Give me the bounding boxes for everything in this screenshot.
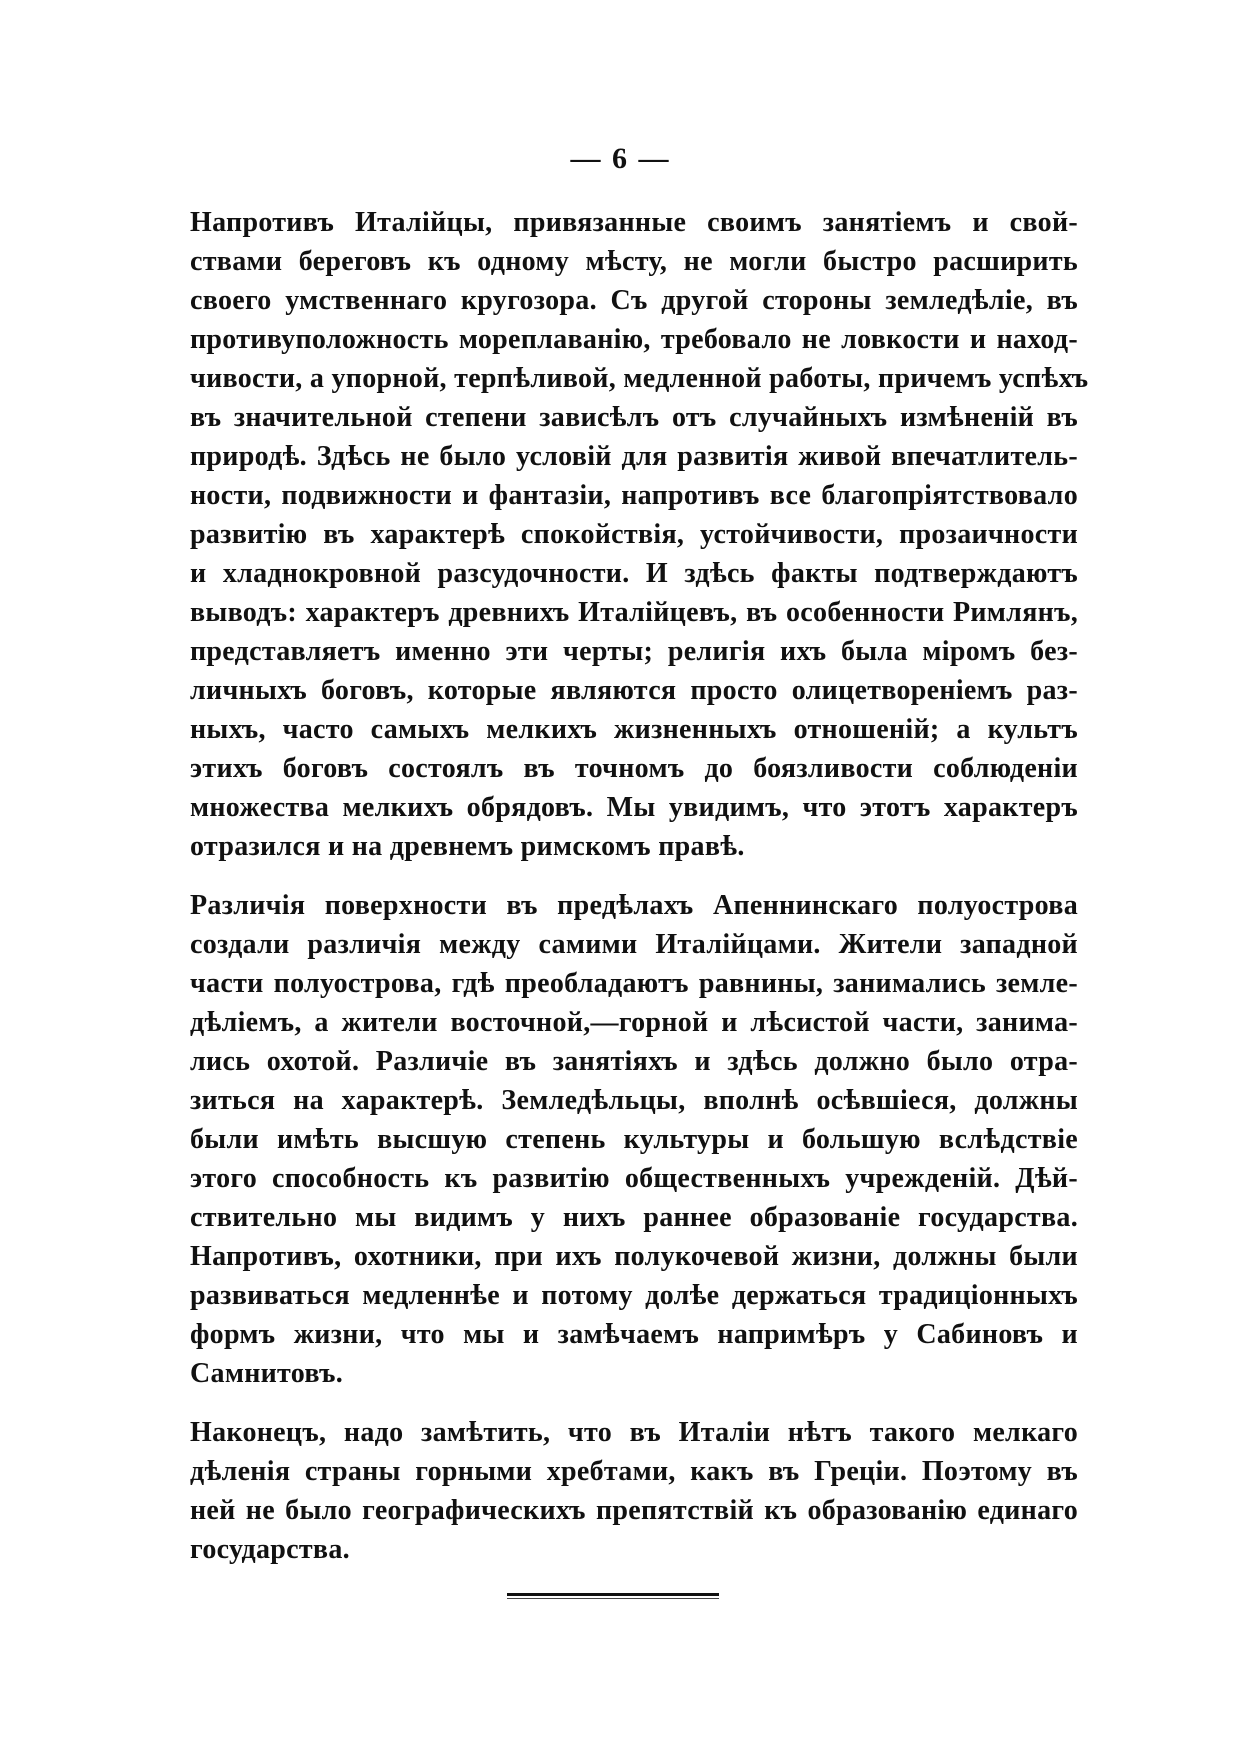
paragraph-3 [190, 1413, 1078, 1569]
text-line: этого способность къ развитію общественныхъ учрежденій. Дѣй- [190, 1163, 1078, 1194]
text-line: представляетъ именно эти черты; религія ихъ была міромъ без- [190, 636, 1078, 667]
paragraph-1 [190, 203, 1089, 866]
text-line: зиться на характерѣ. Земледѣльцы, вполнѣ осѣвшіеся, должны [190, 1085, 1078, 1116]
text-line: были имѣть высшую степень культуры и большую вслѣдствіе [190, 1124, 1078, 1155]
end-rule [507, 1593, 719, 1596]
text-line: ныхъ, часто самыхъ мелкихъ жизненныхъ отношеній; а культъ [190, 714, 1078, 745]
text-line: ствительно мы видимъ у нихъ раннее образованіе государства. [190, 1202, 1078, 1233]
text-line: и хладнокровной разсудочности. И здѣсь факты подтверждаютъ [190, 558, 1078, 589]
text-line: Напротивъ, охотники, при ихъ полукочевой жизни, должны были [190, 1241, 1078, 1272]
text-line: формъ жизни, что мы и замѣчаемъ напримѣръ у Сабиновъ и [190, 1319, 1078, 1350]
text-line: природѣ. Здѣсь не было условій для развитія живой впечатлитель- [190, 441, 1078, 472]
text-line: создали различія между самими Италійцами. Жители западной [190, 929, 1078, 960]
text-line: государства. [190, 1534, 350, 1565]
text-line: чивости, а упорной, терпѣливой, медленной работы, причемъ успѣхъ [190, 363, 1089, 394]
text-line: личныхъ боговъ, которые являются просто олицетвореніемъ раз- [190, 675, 1078, 706]
text-line: ней не было географическихъ препятствій къ образованію единаго [190, 1495, 1078, 1526]
text-line: выводъ: характеръ древнихъ Италійцевъ, въ особенности Римлянъ, [190, 597, 1078, 628]
page-number: — 6 — [570, 142, 671, 175]
paragraph-2 [190, 886, 1078, 1393]
text-line: части полуострова, гдѣ преобладаютъ равнины, занимались земле- [190, 968, 1078, 999]
text-line: этихъ боговъ состоялъ въ точномъ до боязливости соблюденіи [190, 753, 1078, 784]
text-line: отразился и на древнемъ римскомъ правѣ. [190, 831, 745, 862]
text-line: Самнитовъ. [190, 1358, 343, 1389]
text-line: въ значительной степени зависѣлъ отъ случайныхъ измѣненій въ [190, 402, 1078, 433]
text-line: развиваться медленнѣе и потому долѣе держаться традиціонныхъ [190, 1280, 1078, 1311]
text-line: ствами береговъ къ одному мѣсту, не могли быстро расширить [190, 246, 1078, 277]
text-line: дѣліемъ, а жители восточной,—горной и лѣсистой части, занима- [190, 1007, 1078, 1038]
text-line: Наконецъ, надо замѣтить, что въ Италіи нѣтъ такого мелкаго [190, 1417, 1078, 1448]
text-line: противуположность мореплаванію, требовало не ловкости и наход- [190, 324, 1078, 355]
text-line: Напротивъ Италійцы, привязанные своимъ занятіемъ и свой- [190, 207, 1078, 238]
text-line: дѣленія страны горными хребтами, какъ въ Греціи. Поэтому въ [190, 1456, 1078, 1487]
text-line: множества мелкихъ обрядовъ. Мы увидимъ, что этотъ характеръ [190, 792, 1078, 823]
text-line: лись охотой. Различіе въ занятіяхъ и здѣсь должно было отра- [190, 1046, 1078, 1077]
text-line: Различія поверхности въ предѣлахъ Апеннинскаго полуострова [190, 890, 1078, 921]
text-line: развитію въ характерѣ спокойствія, устойчивости, прозаичности [190, 519, 1078, 550]
text-line: ности, подвижности и фантазіи, напротивъ все благопріятствовало [190, 480, 1078, 511]
text-line: своего умственнаго кругозора. Съ другой стороны земледѣліе, въ [190, 285, 1078, 316]
